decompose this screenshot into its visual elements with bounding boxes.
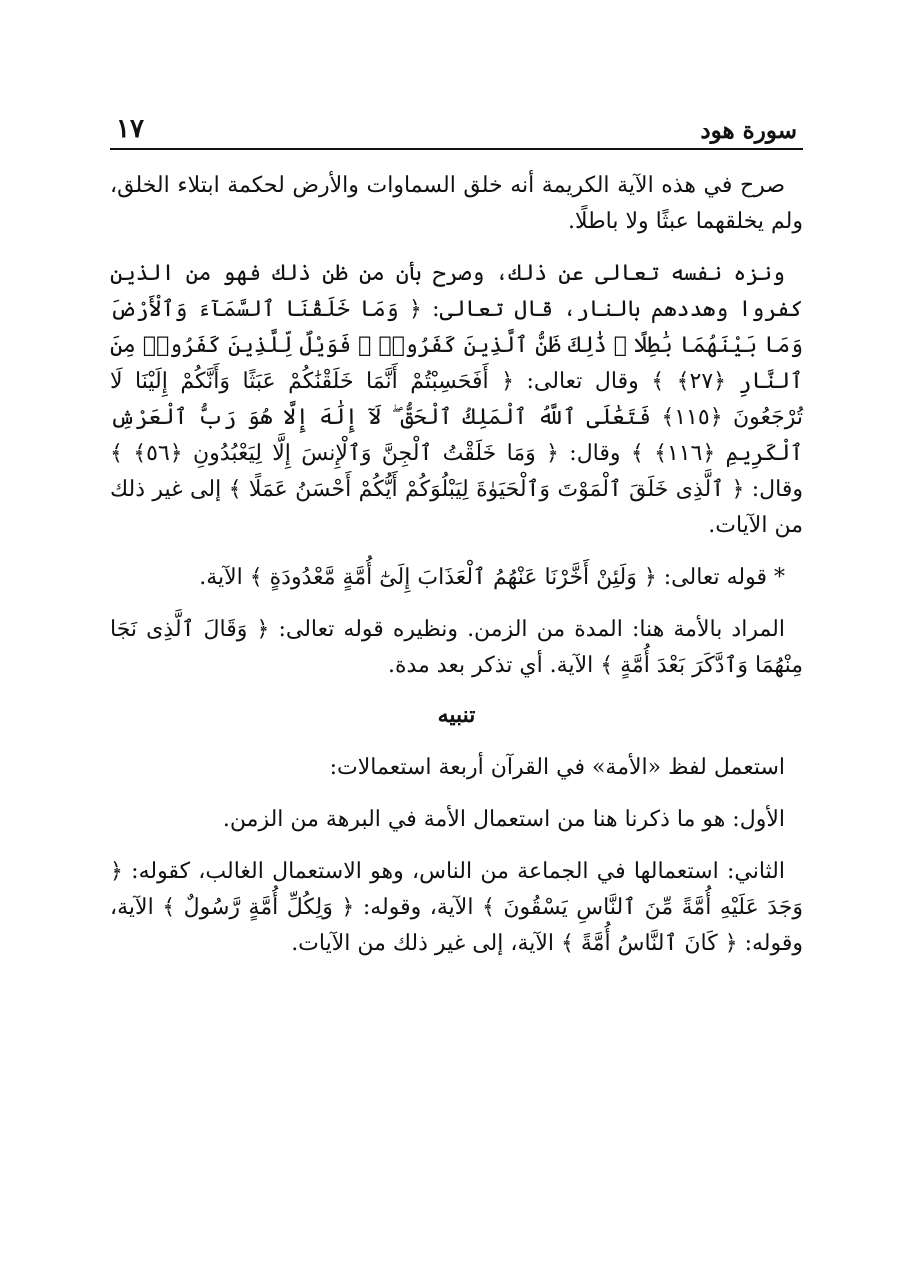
paragraph: استعمل لفظ «الأمة» في القرآن أربعة استعمالات: — [329, 755, 785, 780]
page-content — [110, 150, 803, 962]
paragraph: صرح في هذه الآية الكريمة أنه خلق السماوات والأرض لحكمة ابتلاء الخلق، ولم يخلقهما عبثًا ولا باطلًا. — [110, 173, 803, 234]
page-number: ١٧ — [116, 114, 144, 144]
paragraph: الثاني: استعمالها في الجماعة من الناس، وهو الاستعمال الغالب، كقوله: ﴿ وَجَدَ عَلَيْهِ أُمَّةً مِّنَ ٱلنَّاسِ يَسْقُونَ ﴾ الآية، وقوله: ﴿ وَلِكُلِّ أُمَّةٍ رَّسُولٌ ﴾ الآية، وقوله: ﴿ كَانَ ٱلنَّاسُ أُمَّةً ﴾ الآية، إلى غير ذلك من الآيات. — [110, 859, 803, 956]
paragraph: ونزه نفسه تعالى عن ذلك، وصرح بأن من ظن ذلك فهو من الذين كفروا وهددهم بالنار، قال تعالى: ﴿ وَمَا خَلَقْنَا ٱلسَّمَآءَ وَٱلْأَرْضَ وَمَا بَيْنَهُمَا بَٰطِلًا ۚ ذَٰلِكَ ظَنُّ ٱلَّذِينَ كَفَرُوا۟ ۚ فَوَيْلٌ لِّلَّذِينَ كَفَرُوا۟ مِنَ ٱلنَّارِ ﴿٢٧﴾ ﴾ وقال تعالى: ﴿ أَفَحَسِبْتُمْ أَنَّمَا خَلَقْنَٰكُمْ عَبَثًا وَأَنَّكُمْ إِلَيْنَا لَا تُرْجَعُونَ ﴿١١٥﴾ فَتَعَٰلَى ٱللَّهُ ٱلْمَلِكُ ٱلْحَقُّ ۖ لَآ إِلَٰهَ إِلَّا هُوَ رَبُّ ٱلْعَرْشِ ٱلْكَرِيمِ ﴿١١٦﴾ ﴾ وقال: ﴿ وَمَا خَلَقْتُ ٱلْجِنَّ وَٱلْإِنسَ إِلَّا لِيَعْبُدُونِ ﴿٥٦﴾ ﴾ وقال: ﴿ ٱلَّذِى خَلَقَ ٱلْمَوْتَ وَٱلْحَيَوٰةَ لِيَبْلُوَكُمْ أَيُّكُمْ أَحْسَنُ عَمَلًا ﴾ إلى غير ذلك من الآيات. — [110, 261, 804, 538]
paragraph: الأول: هو ما ذكرنا هنا من استعمال الأمة في البرهة من الزمن. — [222, 807, 785, 832]
paragraph: المراد بالأمة هنا: المدة من الزمن. ونظيره قوله تعالى: ﴿ وَقَالَ ٱلَّذِى نَجَا مِنْهُمَا وَٱدَّكَرَ بَعْدَ أُمَّةٍ ﴾ الآية. أي تذكر بعد مدة. — [110, 617, 803, 678]
page-header — [110, 96, 803, 150]
book-page — [110, 96, 803, 978]
surah-title: سورة هود — [700, 117, 797, 144]
section-heading: تنبيه — [437, 702, 476, 728]
paragraph: * قوله تعالى: ﴿ وَلَئِنْ أَخَّرْنَا عَنْهُمُ ٱلْعَذَابَ إِلَىٰٓ أُمَّةٍ مَّعْدُودَةٍ ﴾ الآية. — [199, 565, 785, 590]
